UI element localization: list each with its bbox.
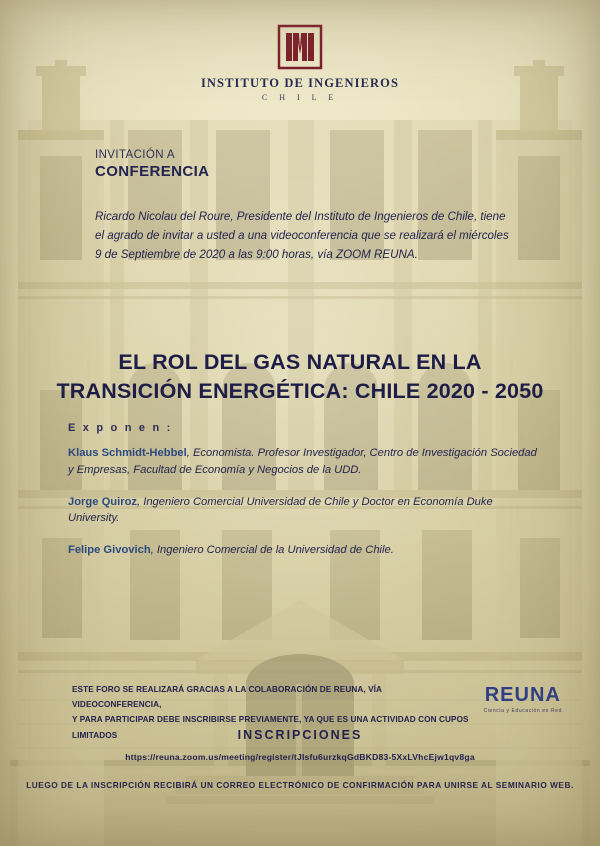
list-item bbox=[68, 494, 538, 528]
speaker-name: Klaus Schmidt-Hebbel bbox=[68, 447, 187, 459]
registration-footnote: LUEGO DE LA INSCRIPCIÓN RECIBIRÁ UN CORREO ELECTRÓNICO DE CONFIRMACIÓN PARA UNIRSE AL SEMINARIO WEB. bbox=[26, 780, 574, 790]
institute-name: INSTITUTO DE INGENIEROS bbox=[200, 76, 400, 90]
speaker-description: , Economista. Profesor Investigador, Centro de Investigación Sociedad y Empresas, Facultad de Economía y Negocios de la UDD. bbox=[68, 447, 537, 476]
list-item bbox=[68, 542, 538, 559]
speaker-name: Felipe Givovich bbox=[68, 544, 151, 557]
speaker-description: , Ingeniero Comercial Universidad de Chile y Doctor en Economía Duke University. bbox=[68, 495, 493, 525]
list-item bbox=[68, 445, 538, 479]
title-line-1: EL ROL DEL GAS NATURAL EN LA bbox=[118, 350, 482, 374]
speakers-list bbox=[68, 445, 538, 574]
instituto-monogram-icon bbox=[277, 24, 323, 70]
speaker-name: Jorge Quiroz bbox=[68, 495, 137, 508]
sponsor-tagline: Ciencia y Educación en Red bbox=[483, 708, 562, 714]
page-title bbox=[0, 348, 600, 406]
invitation-block bbox=[95, 148, 209, 180]
invitation-paragraph: Ricardo Nicolau del Roure, Presidente del Instituto de Ingenieros de Chile, tiene el agrado de invitar a usted a una videoconferencia que se realizará el miércoles 9 de Septiembre de 2020 a las 9:00 horas, vía ZOOM REUNA. bbox=[95, 210, 509, 261]
title-line-2: TRANSICIÓN ENERGÉTICA: CHILE 2020 - 2050 bbox=[56, 379, 544, 404]
footer-block bbox=[0, 660, 600, 846]
institute-country: C H I L E bbox=[261, 93, 339, 102]
inscriptions-heading: INSCRIPCIONES bbox=[237, 728, 363, 742]
invitation-type: CONFERENCIA bbox=[95, 163, 210, 181]
reuna-logo bbox=[484, 684, 562, 714]
collaboration-note-line-1: ESTE FORO SE REALIZARÁ GRACIAS A LA COLABORACIÓN DE REUNA, VÍA VIDEOCONFERENCIA, bbox=[72, 685, 382, 710]
invitation-kicker: INVITACIÓN A bbox=[95, 149, 175, 161]
speakers-label: E x p o n e n : bbox=[68, 422, 173, 434]
sponsor-name: REUNA bbox=[484, 684, 561, 706]
collaboration-note-line-2: Y PARA PARTICIPAR DEBE INSCRIBIRSE PREVIAMENTE, YA QUE ES UNA ACTIVIDAD CON CUPOS LIMITADOS bbox=[72, 715, 469, 740]
poster-header bbox=[0, 24, 600, 102]
registration-link[interactable]: https://reuna.zoom.us/meeting/register/tJIsfu6urzkqGdBKD83-5XxLVhcEjw1qv8ga bbox=[125, 752, 475, 762]
speaker-description: , Ingeniero Comercial de la Universidad de Chile. bbox=[150, 544, 394, 557]
